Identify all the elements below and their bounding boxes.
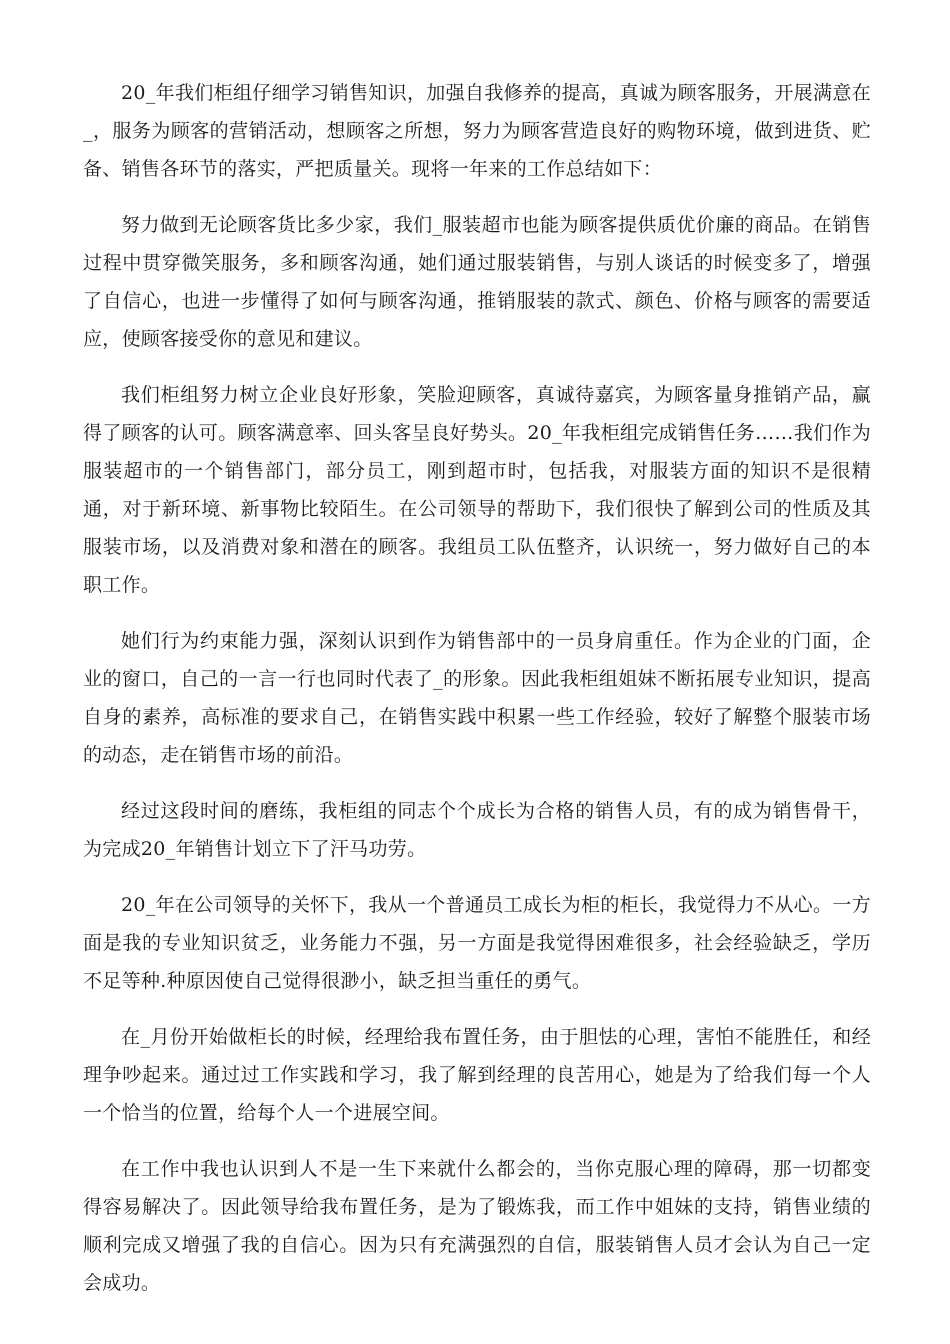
paragraph-3: 我们柜组努力树立企业良好形象，笑脸迎顾客，真诚待嘉宾，为顾客量身推销产品，赢得了顾客的认可。顾客满意率、回头客呈良好势头。20_年我柜组完成销售任务……我们作为服装超市的一个销售部门，部分员工，刚到超市时，包括我，对服装方面的知识不是很精通，对于新环境、新事物比较陌生。在公司领导的帮助下，我们很快了解到公司的性质及其服装市场，以及消费对象和潜在的顾客。我组员工队伍整齐，认识统一，努力做好自己的本职工作。	[83, 384, 871, 596]
paragraph-8: 在工作中我也认识到人不是一生下来就什么都会的，当你克服心理的障碍，那一切都变得容易解决了。因此领导给我布置任务，是为了锻炼我，而工作中姐妹的支持，销售业绩的顺利完成又增强了我的自信心。因为只有充满强烈的自信，服装销售人员才会认为自己一定会成功。	[83, 1158, 871, 1294]
paragraph-6: 20_年在公司领导的关怀下，我从一个普通员工成长为柜的柜长，我觉得力不从心。一方面是我的专业知识贫乏，业务能力不强，另一方面是我觉得困难很多，社会经验缺乏，学历不足等种.种原因使自己觉得很渺小，缺乏担当重任的勇气。	[83, 894, 871, 992]
paragraph-5: 经过这段时间的磨练，我柜组的同志个个成长为合格的销售人员，有的成为销售骨干，为完成20_年销售计划立下了汗马功劳。	[83, 800, 871, 860]
paragraph-4: 她们行为约束能力强，深刻认识到作为销售部中的一员身肩重任。作为企业的门面，企业的窗口，自己的一言一行也同时代表了_的形象。因此我柜组姐妹不断拓展专业知识，提高自身的素养，高标准的要求自己，在销售实践中积累一些工作经验，较好了解整个服装市场的动态，走在销售市场的前沿。	[83, 630, 871, 766]
paragraph-7: 在_月份开始做柜长的时候，经理给我布置任务，由于胆怯的心理，害怕不能胜任，和经理争吵起来。通过过工作实践和学习，我了解到经理的良苦用心，她是为了给我们每一个人一个恰当的位置，给每个人一个进展空间。	[83, 1026, 871, 1124]
paragraph-1: 20_年我们柜组仔细学习销售知识，加强自我修养的提高，真诚为顾客服务，开展满意在_，服务为顾客的营销活动，想顾客之所想，努力为顾客营造良好的购物环境，做到进货、贮备、销售各环节的落实，严把质量关。现将一年来的工作总结如下：	[83, 82, 871, 180]
paragraph-2: 努力做到无论顾客货比多少家，我们_服装超市也能为顾客提供质优价廉的商品。在销售过程中贯穿微笑服务，多和顾客沟通，她们通过服装销售，与别人谈话的时候变多了，增强了自信心，也进一步懂得了如何与顾客沟通，推销服装的款式、颜色、价格与顾客的需要适应，使顾客接受你的意见和建议。	[83, 214, 871, 350]
document-body	[83, 74, 871, 1320]
